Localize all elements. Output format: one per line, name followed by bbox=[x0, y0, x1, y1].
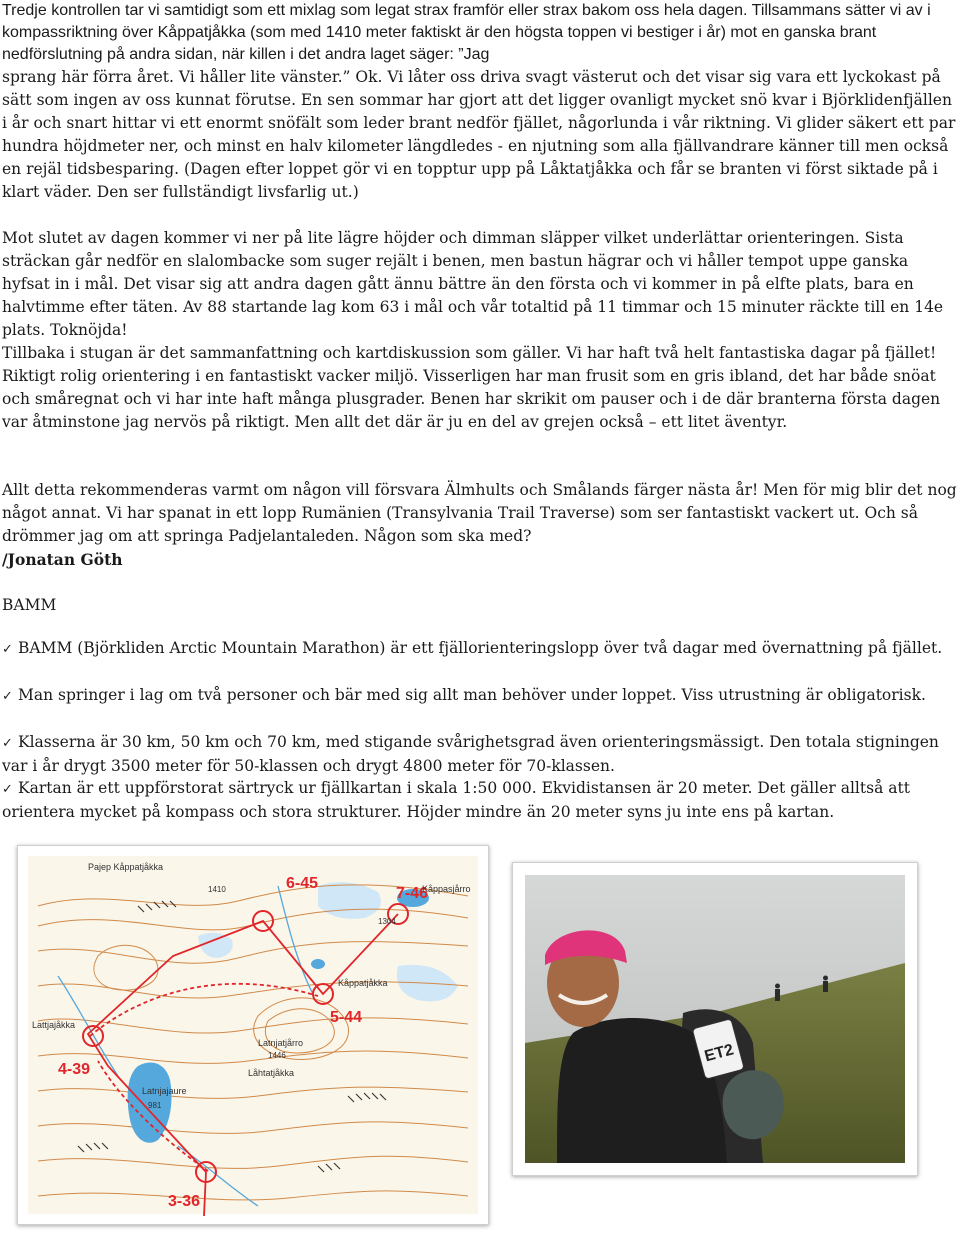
checkmark-icon: ✓ bbox=[2, 736, 13, 751]
section-heading: BAMM bbox=[2, 596, 57, 614]
bullet-item-4 bbox=[2, 777, 957, 824]
elevation-label: 1410 bbox=[208, 885, 226, 894]
runner-photo bbox=[512, 862, 918, 1176]
place-label: Kåppasjårro bbox=[422, 884, 471, 894]
paragraph-2: Mot slutet av dagen kommer vi ner på lite lägre höjder och dimman släpper vilket underlättar orienteringen. Sista sträckan går nedför en slalombacke som suger rejält i benen, men bastun hägrar och vi håller tempot uppe ganska hyfsat in i mål. Det visar sig att andra dagen gått ännu bättre än den första och vi kommer in på elfte plats, bara en halvtimme efter täten. Av 88 startande lag kom 63 i mål och vår totaltid på 11 timmar och 15 minuter räckte till en 14e plats. Toknöjda! bbox=[2, 229, 944, 339]
place-label: Låhtatjåkka bbox=[248, 1068, 295, 1078]
checkmark-icon: ✓ bbox=[2, 782, 13, 797]
elevation-label: 1304 bbox=[378, 917, 396, 926]
place-label: Latnjatjårro bbox=[258, 1038, 304, 1048]
control-label: 4-39 bbox=[58, 1061, 91, 1078]
checkmark-icon: ✓ bbox=[2, 689, 13, 704]
place-label: Lattjajåkka bbox=[32, 1020, 76, 1030]
runner-photo-graphic bbox=[513, 863, 917, 1175]
control-label: 6-45 bbox=[286, 875, 319, 892]
bullet-text: Kartan är ett uppförstorat särtryck ur fjällkartan i skala 1:50 000. Ekvidistansen är 20 meter. Det gäller alltså att orientera mycket på kompass och stora strukturer. Höjder mindre än 20 meter syns ju inte ens på kartan. bbox=[2, 779, 910, 821]
bullet-item-3 bbox=[2, 731, 957, 778]
bullet-item-2 bbox=[2, 684, 957, 708]
control-label: 3-36 bbox=[168, 1193, 201, 1210]
signature: /Jonatan Göth bbox=[2, 550, 123, 569]
place-label: Latnjajaure bbox=[142, 1086, 187, 1096]
map-ground bbox=[28, 856, 478, 1214]
place-label: Kåppatjåkka bbox=[338, 978, 388, 988]
bullet-item-1 bbox=[2, 637, 957, 661]
bullet-text: Man springer i lag om två personer och bär med sig allt man behöver under loppet. Viss utrustning är obligatorisk. bbox=[18, 686, 926, 704]
map-graphic bbox=[18, 846, 488, 1224]
paragraph-3: Tillbaka i stugan är det sammanfattning och kartdiskussion som gäller. Vi har haft två helt fantastiska dagar på fjället! Riktigt rolig orientering i en fantastiskt vacker miljö. Visserligen har man frusit som en gris ibland, det har både snöat och småregnat och vi har inte haft många plusgrader. Benen har skrikit om pauser och i de där branterna första dagen var åtminstone jag nervös på riktigt. Men allt det där är ju en del av grejen också – ett litet äventyr. bbox=[2, 344, 941, 431]
elevation-label: 1446 bbox=[268, 1051, 286, 1060]
checkmark-icon: ✓ bbox=[2, 642, 13, 657]
bullet-text: Klasserna är 30 km, 50 km och 70 km, med stigande svårighetsgrad även orienteringsmässigt. Den totala stigningen var i år drygt 3500 meter för 50-klassen och drygt 4800 meter för 70-klassen. bbox=[2, 733, 939, 775]
place-label: Pajep Kåppatjåkka bbox=[88, 862, 164, 872]
elevation-label: 981 bbox=[148, 1101, 162, 1110]
bullet-text: BAMM (Björkliden Arctic Mountain Marathon) är ett fjällorienteringslopp över två dagar med övernattning på fjället. bbox=[18, 639, 943, 657]
paragraph-1-sans: Tredje kontrollen tar vi samtidigt som ett mixlag som legat strax framför eller strax bakom oss hela dagen. Tillsammans sätter vi av i kompassriktning över Kåppatjåkka (som med 1410 meter faktiskt är den högsta toppen vi bestiger i år) mot en ganska brant nedförslutning på andra sidan, när killen i det andra laget säger: ”Jag bbox=[2, 2, 931, 63]
control-label: 7-46 bbox=[396, 885, 429, 902]
bib-number: ET2 bbox=[702, 1041, 736, 1066]
control-label: 5-44 bbox=[330, 1009, 363, 1026]
paragraph-4: Allt detta rekommenderas varmt om någon vill försvara Älmhults och Smålands färger nästa år! Men för mig blir det nog något annat. Vi har spanat in ett lopp Rumänien (Transylvania Trail Traverse) som ser fantastiskt vackert ut. Och så drömmer jag om att springa Padjelantaleden. Någon som ska med? bbox=[2, 481, 957, 545]
paragraph-1-serif: sprang här förra året. Vi håller lite vänster.” Ok. Vi låter oss driva svagt västerut och det visar sig vara ett lyckokast på sätt som ingen av oss kunnat förutse. En sen sommar har gjort att det ligger ovanligt mycket snö kvar i Björklidenfjällen i år och snart hittar vi ett enormt snöfält som leder brant nedför fjället, någorlunda i vår riktning. Vi glider säkert ett par hundra höjdmeter ner, och minst en halv kilometer längdledes - en njutning som alla fjällvandrare känner till men också en rejäl tidsbesparing. (Dagen efter loppet gör vi en topptur upp på Låktatjåkka och får se branten vi först siktade på i klart väder. Den ser fullständigt livsfarlig ut.) bbox=[2, 68, 956, 201]
lake bbox=[311, 959, 325, 969]
orienteering-map-image bbox=[17, 845, 489, 1225]
